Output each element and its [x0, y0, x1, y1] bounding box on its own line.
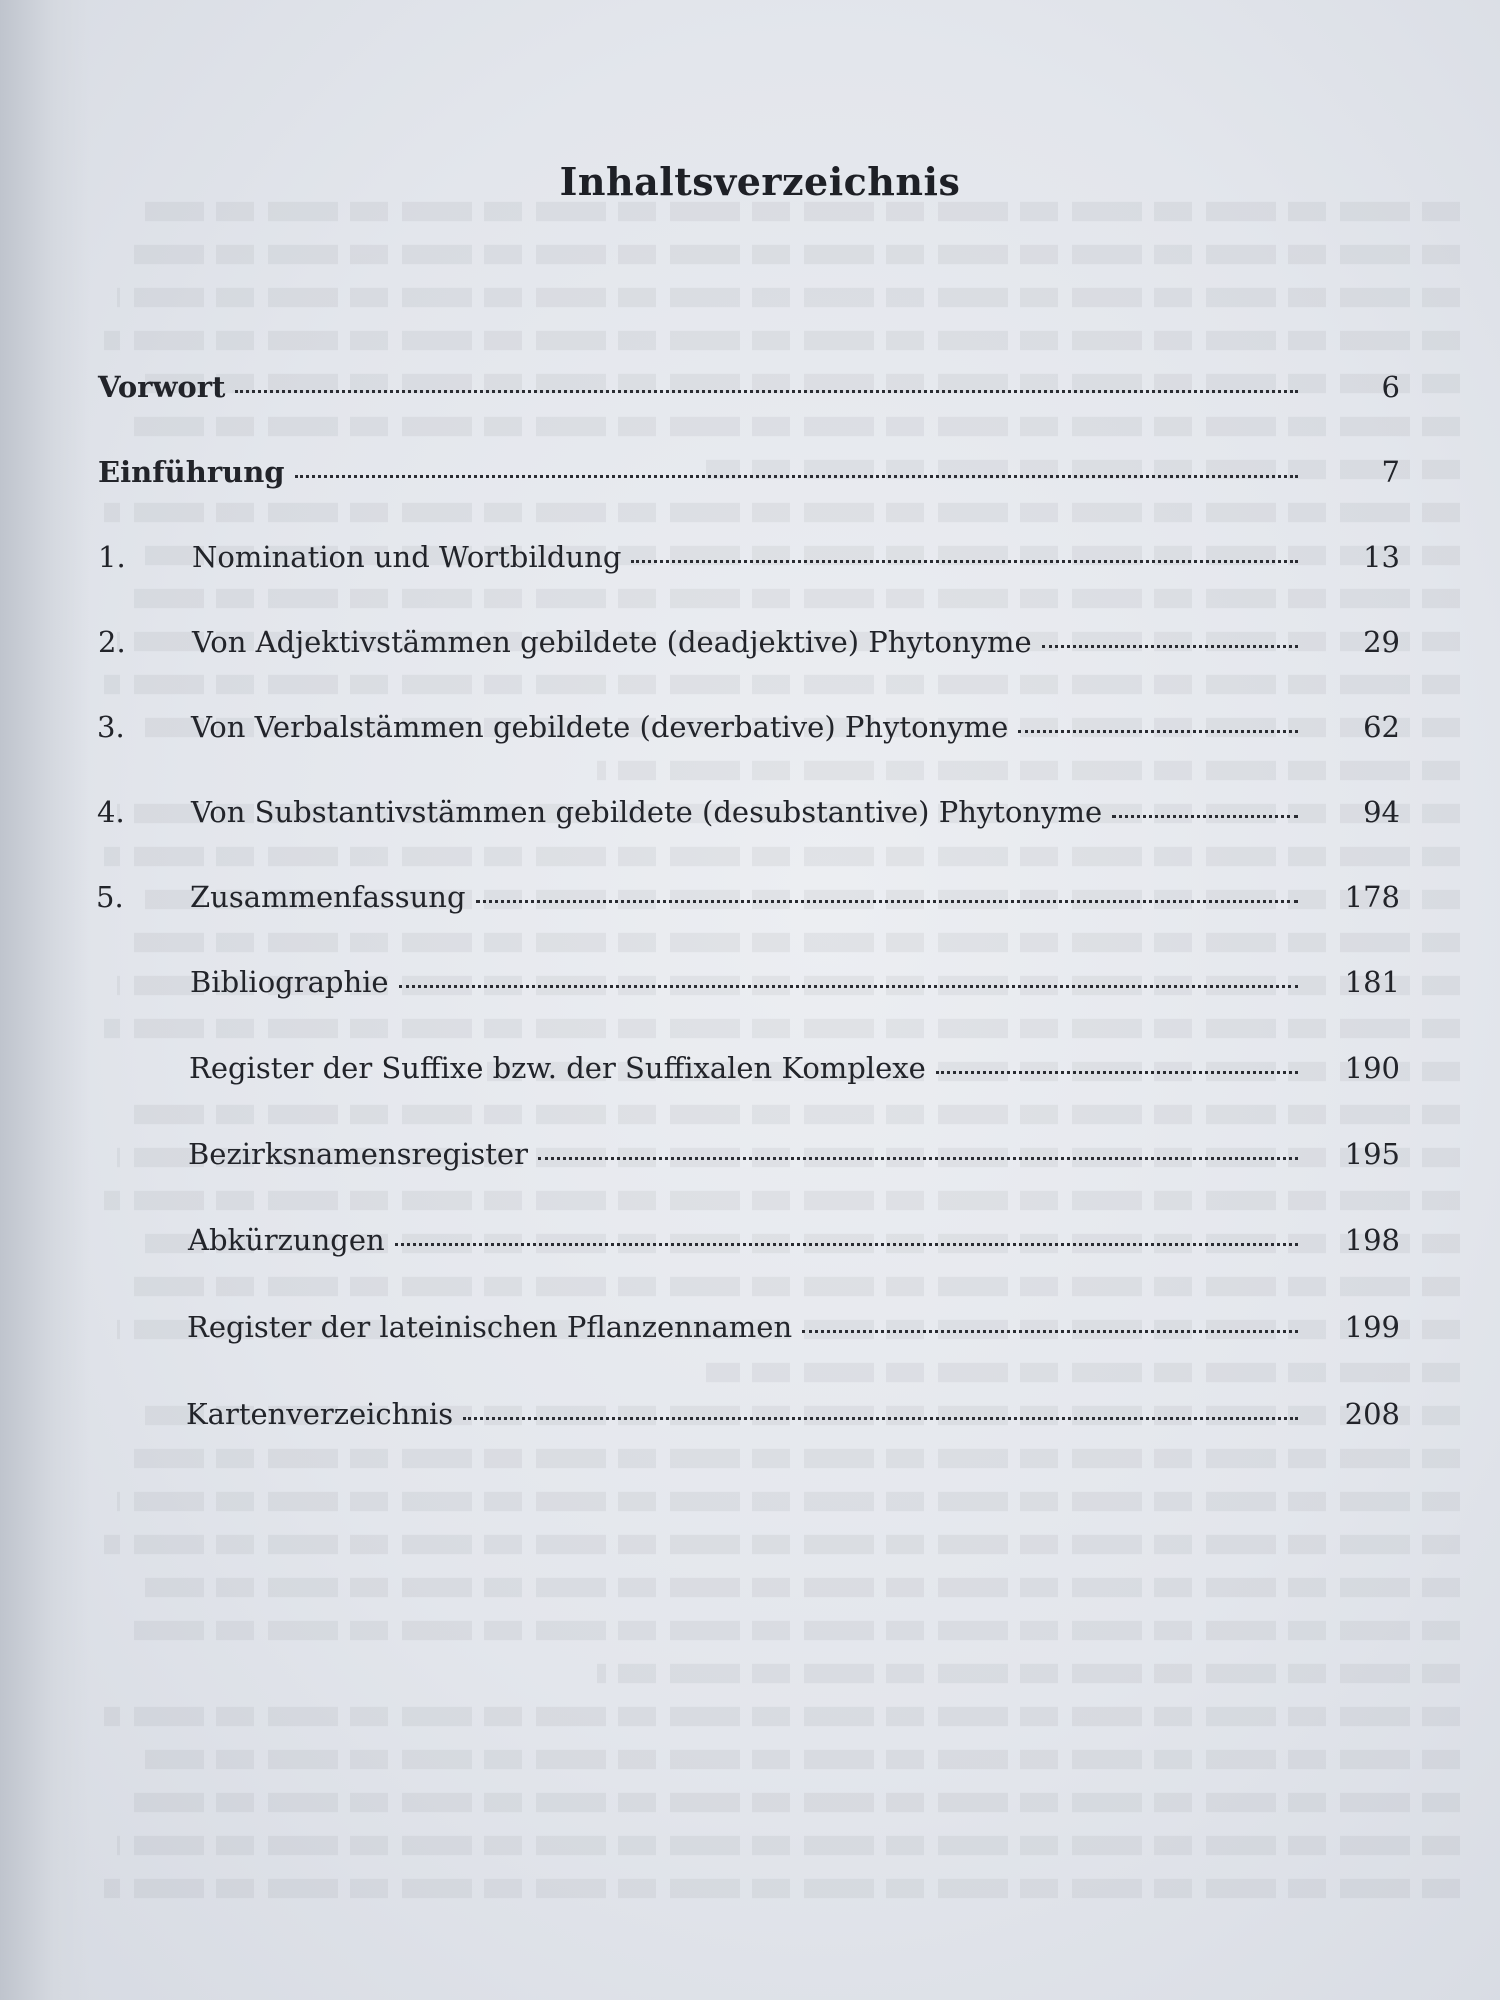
toc-dot-leader: [802, 1329, 1298, 1333]
show-through-line: [131, 1793, 1460, 1812]
toc-entry: [98, 455, 1400, 489]
show-through-line: [117, 1492, 1460, 1511]
show-through-line: [104, 331, 1460, 350]
toc-entry: [95, 1051, 1400, 1085]
show-through-line: [104, 1707, 1460, 1726]
show-through-line: [104, 1535, 1460, 1554]
show-through-line: [145, 202, 1460, 221]
show-through-line: [104, 675, 1460, 694]
page-title: Inhaltsverzeichnis: [559, 159, 961, 205]
toc-entry-page-number: 13: [1363, 540, 1400, 574]
toc-dot-leader: [1018, 729, 1298, 733]
toc-entry-label: Bibliographie: [190, 965, 389, 999]
toc-dot-leader: [538, 1156, 1298, 1160]
toc-entry-label: Von Substantivstämmen gebildete (desubstantive) Phytonyme: [191, 795, 1103, 829]
toc-dot-leader: [631, 559, 1298, 563]
toc-entry-number: 3.: [97, 710, 125, 744]
show-through-line: [597, 1664, 1460, 1683]
show-through-line: [131, 1449, 1460, 1468]
toc-dot-leader: [476, 899, 1298, 903]
show-through-line: [597, 761, 1460, 780]
toc-entry-number: 5.: [96, 880, 124, 914]
page-gutter-shadow: [0, 0, 90, 2000]
show-through-line: [131, 589, 1460, 608]
toc-entry: [93, 1310, 1400, 1344]
toc-entry-label: Nomination und Wortbildung: [192, 540, 622, 574]
toc-entry-page-number: 178: [1344, 880, 1400, 914]
toc-entry-page-number: 94: [1363, 795, 1400, 829]
toc-dot-leader: [395, 1242, 1298, 1246]
show-through-line: [131, 1621, 1460, 1640]
show-through-line: [131, 1105, 1460, 1124]
toc-entry: [98, 540, 1400, 574]
toc-entry-label: Zusammenfassung: [190, 880, 466, 914]
show-through-line: [104, 503, 1460, 522]
toc-entry-label: Einführung: [98, 455, 285, 489]
toc-dot-leader: [1112, 814, 1298, 818]
toc-entry-label: Von Verbalstämmen gebildete (deverbative) Phytonyme: [191, 710, 1009, 744]
toc-dot-leader: [235, 389, 1298, 393]
show-through-line: [131, 245, 1460, 264]
toc-entry-number: 2.: [98, 625, 126, 659]
toc-dot-leader: [463, 1416, 1298, 1420]
toc-dot-leader: [399, 984, 1298, 988]
toc-entry-page-number: 195: [1344, 1137, 1400, 1171]
toc-entry-page-number: 199: [1344, 1310, 1400, 1344]
toc-entry-page-number: 7: [1381, 455, 1400, 489]
toc-entry-number: 4.: [97, 795, 125, 829]
toc-entry-page-number: 6: [1381, 370, 1400, 404]
toc-entry-page-number: 198: [1344, 1223, 1400, 1257]
toc-entry: [94, 1223, 1400, 1257]
toc-entry: [94, 1137, 1400, 1171]
toc-entry: [92, 1397, 1400, 1431]
toc-entry-page-number: 181: [1344, 965, 1400, 999]
show-through-line: [131, 1277, 1460, 1296]
toc-dot-leader: [295, 474, 1298, 478]
show-through-line: [707, 1363, 1461, 1382]
toc-entry-label: Von Adjektivstämmen gebildete (deadjektive) Phytonyme: [192, 625, 1032, 659]
show-through-line: [104, 1191, 1460, 1210]
show-through-line: [104, 1879, 1460, 1898]
show-through-line: [104, 1019, 1460, 1038]
toc-entry-label: Bezirksnamensregister: [188, 1137, 528, 1171]
toc-entry-label: Abkürzungen: [188, 1223, 385, 1257]
toc-entry-number: 1.: [98, 540, 126, 574]
toc-entry-page-number: 62: [1363, 710, 1400, 744]
toc-entry-label: Register der Suffixe bzw. der Suffixalen Komplexe: [189, 1051, 926, 1085]
toc-entry-label: Register der lateinischen Pflanzennamen: [187, 1310, 793, 1344]
show-through-line: [131, 933, 1460, 952]
show-through-line: [117, 1836, 1460, 1855]
toc-entry: [96, 880, 1400, 914]
toc-entry: [97, 795, 1400, 829]
show-through-line: [145, 1578, 1460, 1597]
toc-entry: [98, 370, 1400, 404]
show-through-line: [117, 288, 1460, 307]
toc-dot-leader: [1042, 644, 1298, 648]
toc-entry: [98, 625, 1400, 659]
toc-entry-page-number: 208: [1344, 1397, 1400, 1431]
toc-entry-label: Vorwort: [98, 370, 226, 404]
toc-entry-page-number: 190: [1344, 1051, 1400, 1085]
toc-dot-leader: [936, 1070, 1298, 1074]
toc-entry-label: Kartenverzeichnis: [186, 1397, 454, 1431]
show-through-line: [131, 417, 1460, 436]
show-through-line: [104, 847, 1460, 866]
toc-entry: [97, 710, 1400, 744]
show-through-line: [145, 1750, 1460, 1769]
toc-entry: [96, 965, 1400, 999]
toc-entry-page-number: 29: [1363, 625, 1400, 659]
